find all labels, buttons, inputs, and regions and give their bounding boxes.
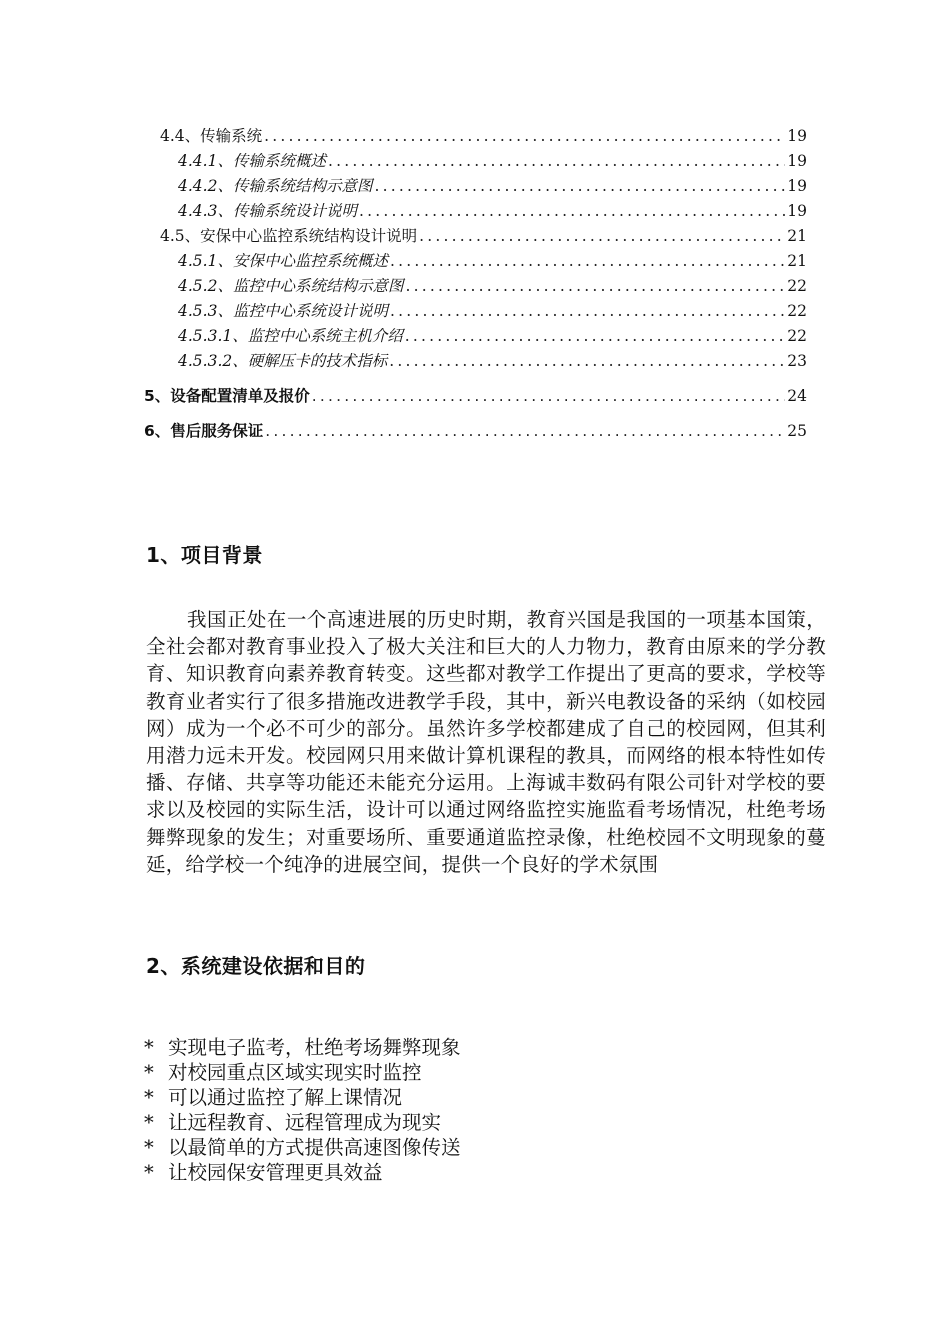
asterisk-bullet-icon: *	[144, 1086, 154, 1109]
toc-leader-dots	[265, 419, 785, 443]
toc-entry-title: 4.4.2、传输系统结构示意图	[178, 177, 373, 195]
list-item-text: 对校园重点区域实现实时监控	[168, 1061, 422, 1084]
toc-leader-dots	[390, 249, 785, 273]
toc-entry-page: 19	[787, 177, 807, 195]
toc-entry-page: 24	[787, 387, 807, 405]
list-item-text: 以最简单的方式提供高速图像传送	[168, 1136, 461, 1159]
list-item	[144, 1110, 461, 1135]
toc-leader-dots	[405, 324, 786, 348]
toc-leader-dots	[312, 384, 785, 408]
list-item-text: 可以通过监控了解上课情况	[168, 1086, 403, 1109]
toc-leader-dots	[264, 124, 785, 148]
toc-entry-title: 4.5.3.1、监控中心系统主机介绍	[178, 327, 403, 345]
toc-entry[interactable]	[160, 124, 807, 148]
toc-entry-page: 21	[787, 252, 807, 270]
toc-entry[interactable]	[178, 174, 807, 198]
toc-entry[interactable]	[144, 384, 807, 408]
toc-entry[interactable]	[178, 299, 807, 323]
toc-entry-page: 19	[787, 152, 807, 170]
asterisk-bullet-icon: *	[144, 1111, 154, 1134]
toc-leader-dots	[390, 299, 785, 323]
list-item	[144, 1060, 461, 1085]
toc-entry-page: 19	[787, 127, 807, 145]
toc-entry-title: 4.4、传输系统	[160, 127, 263, 145]
toc-entry-page: 21	[787, 227, 807, 245]
toc-leader-dots	[328, 149, 785, 173]
toc-entry[interactable]	[178, 349, 807, 373]
toc-leader-dots	[405, 274, 785, 298]
toc-entry[interactable]	[144, 419, 807, 443]
toc-entry-title: 4.5、安保中心监控系统结构设计说明	[160, 227, 418, 245]
list-item	[144, 1160, 461, 1185]
toc-entry-page: 22	[787, 277, 807, 295]
toc-entry-page: 22	[787, 302, 807, 320]
toc-leader-dots	[374, 174, 785, 198]
toc-leader-dots	[419, 224, 785, 248]
toc-leader-dots	[389, 349, 785, 373]
list-item-text: 让校园保安管理更具效益	[168, 1161, 383, 1184]
toc-entry-title: 4.4.1、传输系统概述	[178, 152, 326, 170]
asterisk-bullet-icon: *	[144, 1136, 154, 1159]
list-item	[144, 1085, 461, 1110]
toc-entry-title: 5、设备配置清单及报价	[144, 387, 310, 405]
toc-leader-dots	[359, 199, 785, 223]
toc-entry-title: 4.5.3.2、硬解压卡的技术指标	[178, 352, 388, 370]
toc-entry-page: 22	[787, 327, 807, 345]
toc-entry[interactable]	[160, 224, 807, 248]
toc-entry-title: 4.4.3、传输系统设计说明	[178, 202, 357, 220]
toc-entry[interactable]	[178, 324, 807, 348]
asterisk-bullet-icon: *	[144, 1061, 154, 1084]
toc-entry[interactable]	[178, 249, 807, 273]
toc-entry-page: 25	[787, 422, 807, 440]
section-heading: 1、项目背景	[146, 543, 263, 567]
bullet-list	[144, 1035, 461, 1185]
list-item	[144, 1035, 461, 1060]
toc-entry-page: 23	[787, 352, 807, 370]
list-item	[144, 1135, 461, 1160]
toc-entry-title: 6、售后服务保证	[144, 422, 264, 440]
toc-entry[interactable]	[178, 274, 807, 298]
section-heading: 2、系统建设依据和目的	[146, 954, 366, 978]
toc-entry-title: 4.5.2、监控中心系统结构示意图	[178, 277, 404, 295]
list-item-text: 让远程教育、远程管理成为现实	[168, 1111, 442, 1134]
asterisk-bullet-icon: *	[144, 1161, 154, 1184]
asterisk-bullet-icon: *	[144, 1036, 154, 1059]
toc-entry[interactable]	[178, 199, 807, 223]
toc-entry-page: 19	[787, 202, 807, 220]
list-item-text: 实现电子监考，杜绝考场舞弊现象	[168, 1036, 461, 1059]
toc-entry[interactable]	[178, 149, 807, 173]
toc-entry-title: 4.5.1、安保中心监控系统概述	[178, 252, 388, 270]
body-paragraph: 我国正处在一个高速进展的历史时期，教育兴国是我国的一项基本国策，全社会都对教育事业投入了极大关注和巨大的人力物力，教育由原来的学分教育、知识教育向素养教育转变。这些都对教学工作提出了更高的要求，学校等教育业者实行了很多措施改进教学手段，其中，新兴电教设备的采纳（如校园网）成为一个必不可少的部分。虽然许多学校都建成了自己的校园网，但其利用潜力远未开发。校园网只用来做计算机课程的教具，而网络的根本特性如传播、存储、共享等功能还未能充分运用。上海诚丰数码有限公司针对学校的要求以及校园的实际生活，设计可以通过网络监控实施监看考场情况，杜绝考场舞弊现象的发生；对重要场所、重要通道监控录像，杜绝校园不文明现象的蔓延，给学校一个纯净的进展空间，提供一个良好的学术氛围	[146, 608, 826, 876]
toc-entry-title: 4.5.3、监控中心系统设计说明	[178, 302, 388, 320]
